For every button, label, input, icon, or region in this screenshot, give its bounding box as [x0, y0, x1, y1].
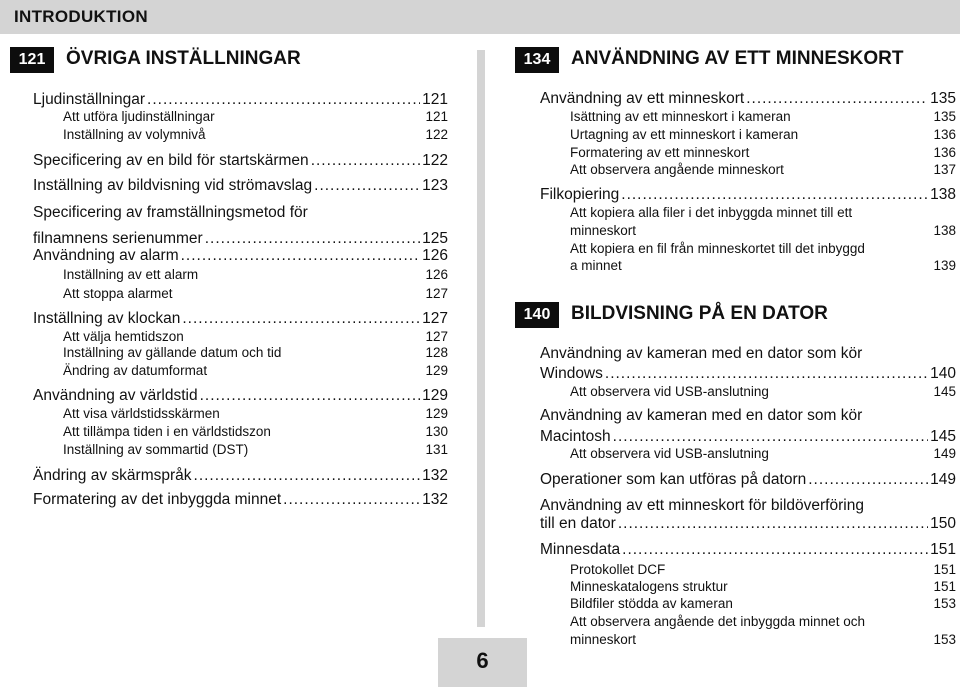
toc-entry [63, 406, 448, 421]
toc-entry-text: Att observera angående det inbyggda minnet och [570, 614, 865, 629]
toc-entry-page: 132 [422, 467, 448, 484]
toc-entry-text: Minnesdata [540, 541, 621, 558]
toc-entry [570, 205, 956, 220]
toc-entry-page: 129 [422, 387, 448, 404]
toc-entry-page: 137 [933, 162, 956, 177]
section-number-badge: 134 [515, 47, 559, 73]
toc-entry-page: 151 [933, 579, 956, 594]
toc-entry-text: Användning av kameran med en dator som kör [540, 345, 863, 362]
toc-entry [570, 562, 956, 577]
toc-entry-text: Att visa världstidsskärmen [63, 406, 220, 421]
toc-entry-page: 153 [933, 596, 956, 611]
dot-leader [194, 467, 421, 485]
toc-entry [540, 345, 956, 363]
toc-entry [570, 614, 956, 629]
toc-entry-text: Användning av världstid [33, 387, 198, 404]
page-number: 6 [476, 648, 489, 673]
header-bar [0, 0, 960, 34]
toc-entry [540, 515, 956, 533]
toc-entry-text: Inställning av sommartid (DST) [63, 442, 249, 457]
toc-entry-text: a minnet [570, 258, 622, 273]
toc-entry [33, 230, 448, 248]
toc-entry-page: 149 [933, 446, 956, 461]
toc-entry [63, 329, 448, 344]
toc-entry-page: 136 [933, 127, 956, 142]
toc-entry-page: 135 [930, 90, 956, 107]
toc-entry-page: 126 [425, 267, 448, 282]
toc-entry-page: 139 [933, 258, 956, 273]
toc-entry [570, 579, 956, 594]
toc-entry-text: Urtagning av ett minneskort i kameran [570, 127, 799, 142]
toc-entry [540, 541, 956, 559]
toc-entry [570, 632, 956, 647]
toc-entry-page: 151 [933, 562, 956, 577]
toc-entry-text: minneskort [570, 632, 637, 647]
toc-entry-page: 126 [422, 247, 448, 264]
toc-entry [63, 345, 448, 360]
toc-entry-page: 129 [425, 406, 448, 421]
toc-entry-page: 135 [933, 109, 956, 124]
toc-entry [570, 162, 956, 177]
dot-leader [311, 152, 420, 170]
section-number-badge: 140 [515, 302, 559, 328]
toc-entry-text: Ändring av datumformat [63, 363, 208, 378]
toc-entry [63, 267, 448, 282]
toc-entry [33, 310, 448, 328]
dot-leader [746, 90, 928, 108]
toc-entry-text: Inställning av bildvisning vid strömavslag [33, 177, 313, 194]
section-heading-121 [10, 47, 470, 77]
toc-entry [33, 152, 448, 170]
toc-entry-text: Operationer som kan utföras på datorn [540, 471, 807, 488]
toc-entry [570, 127, 956, 142]
toc-entry-text: Filkopiering [540, 186, 620, 203]
dot-leader [622, 541, 928, 559]
toc-entry-text: Isättning av ett minneskort i kameran [570, 109, 791, 124]
toc-entry [540, 497, 956, 515]
toc-entry-page: 121 [425, 109, 448, 124]
toc-entry [570, 223, 956, 238]
page-number-box [438, 638, 527, 687]
toc-entry-text: Ljudinställningar [33, 91, 146, 108]
section-number-badge: 121 [10, 47, 54, 73]
dot-leader [181, 247, 421, 265]
toc-entry-page: 127 [422, 310, 448, 327]
header-title: INTRODUKTION [14, 7, 148, 26]
toc-entry-text: minneskort [570, 223, 637, 238]
toc-entry-page: 125 [422, 230, 448, 247]
toc-entry [33, 204, 448, 222]
toc-entry-page: 138 [930, 186, 956, 203]
toc-entry-page: 127 [425, 329, 448, 344]
toc-entry [63, 424, 448, 439]
toc-entry [570, 145, 956, 160]
toc-entry [540, 471, 956, 489]
toc-entry-text: Användning av ett minneskort för bildöverföring [540, 497, 864, 514]
dot-leader [605, 365, 928, 383]
column-divider [477, 50, 485, 627]
toc-entry-page: 138 [933, 223, 956, 238]
dot-leader [182, 310, 420, 328]
toc-entry-page: 130 [425, 424, 448, 439]
toc-entry [63, 286, 448, 301]
section-title: BILDVISNING PÅ EN DATOR [571, 303, 828, 324]
toc-entry [33, 387, 448, 405]
toc-entry-text: Ändring av skärmspråk [33, 467, 192, 484]
toc-entry-page: 127 [425, 286, 448, 301]
toc-entry-text: Användning av alarm [33, 247, 179, 264]
toc-entry-text: Windows [540, 365, 603, 382]
toc-entry [63, 109, 448, 124]
toc-entry [540, 428, 956, 446]
toc-entry-page: 128 [425, 345, 448, 360]
toc-entry-page: 140 [930, 365, 956, 382]
toc-entry-text: Användning av ett minneskort [540, 90, 745, 107]
toc-entry [540, 186, 956, 204]
dot-leader [283, 491, 420, 509]
toc-entry-page: 136 [933, 145, 956, 160]
dot-leader [621, 186, 928, 204]
toc-entry [33, 467, 448, 485]
toc-entry-text: Minneskatalogens struktur [570, 579, 728, 594]
toc-entry-text: filnamnens serienummer [33, 230, 203, 247]
toc-entry-page: 122 [425, 127, 448, 142]
toc-entry [540, 407, 956, 425]
section-heading-134 [515, 47, 955, 77]
toc-entry [540, 365, 956, 383]
toc-entry [63, 442, 448, 457]
toc-entry-page: 121 [422, 91, 448, 108]
section-title: ANVÄNDNING AV ETT MINNESKORT [571, 48, 904, 69]
toc-entry-page: 151 [930, 541, 956, 558]
toc-entry-text: Att stoppa alarmet [63, 286, 173, 301]
toc-entry-text: Användning av kameran med en dator som kör [540, 407, 863, 424]
toc-entry [570, 241, 956, 256]
toc-entry-text: Att observera angående minneskort [570, 162, 784, 177]
toc-entry-text: Att kopiera alla filer i det inbyggda minnet till ett [570, 205, 853, 220]
toc-entry-text: Bildfiler stödda av kameran [570, 596, 733, 611]
section-title: ÖVRIGA INSTÄLLNINGAR [66, 48, 301, 69]
toc-entry-page: 145 [933, 384, 956, 399]
toc-entry-text: till en dator [540, 515, 616, 532]
toc-entry [63, 127, 448, 142]
toc-entry-text: Formatering av ett minneskort [570, 145, 750, 160]
toc-entry [540, 90, 956, 108]
toc-entry-text: Protokollet DCF [570, 562, 666, 577]
toc-entry-page: 132 [422, 491, 448, 508]
toc-entry [33, 247, 448, 265]
toc-entry [570, 109, 956, 124]
toc-entry-text: Inställning av gällande datum och tid [63, 345, 282, 360]
toc-entry [33, 177, 448, 195]
section-heading-140 [515, 302, 955, 332]
dot-leader [200, 387, 421, 405]
toc-entry-text: Macintosh [540, 428, 611, 445]
toc-entry-text: Att observera vid USB-anslutning [570, 384, 769, 399]
dot-leader [613, 428, 928, 446]
toc-entry-text: Att välja hemtidszon [63, 329, 184, 344]
toc-entry-text: Specificering av framställningsmetod för [33, 204, 308, 221]
toc-entry-page: 129 [425, 363, 448, 378]
toc-entry-text: Att tillämpa tiden i en världstidszon [63, 424, 271, 439]
toc-entry [33, 491, 448, 509]
toc-entry-page: 149 [930, 471, 956, 488]
toc-entry-text: Formatering av det inbyggda minnet [33, 491, 282, 508]
toc-entry-page: 131 [425, 442, 448, 457]
dot-leader [147, 91, 420, 109]
toc-entry [570, 258, 956, 273]
toc-entry-page: 150 [930, 515, 956, 532]
toc-entry-text: Att observera vid USB-anslutning [570, 446, 769, 461]
toc-entry-page: 123 [422, 177, 448, 194]
dot-leader [808, 471, 928, 489]
toc-entry [33, 91, 448, 109]
toc-entry-text: Inställning av klockan [33, 310, 181, 327]
toc-entry-text: Inställning av ett alarm [63, 267, 199, 282]
dot-leader [314, 177, 420, 195]
toc-entry [570, 384, 956, 399]
toc-entry-text: Specificering av en bild för startskärmen [33, 152, 309, 169]
toc-entry [570, 446, 956, 461]
toc-entry-text: Att kopiera en fil från minneskortet till det inbyggd [570, 241, 865, 256]
toc-entry-text: Att utföra ljudinställningar [63, 109, 215, 124]
dot-leader [618, 515, 928, 533]
dot-leader [205, 230, 420, 248]
toc-entry-page: 122 [422, 152, 448, 169]
toc-entry [570, 596, 956, 611]
toc-entry-page: 153 [933, 632, 956, 647]
toc-entry-text: Inställning av volymnivå [63, 127, 206, 142]
toc-entry-page: 145 [930, 428, 956, 445]
toc-entry [63, 363, 448, 378]
